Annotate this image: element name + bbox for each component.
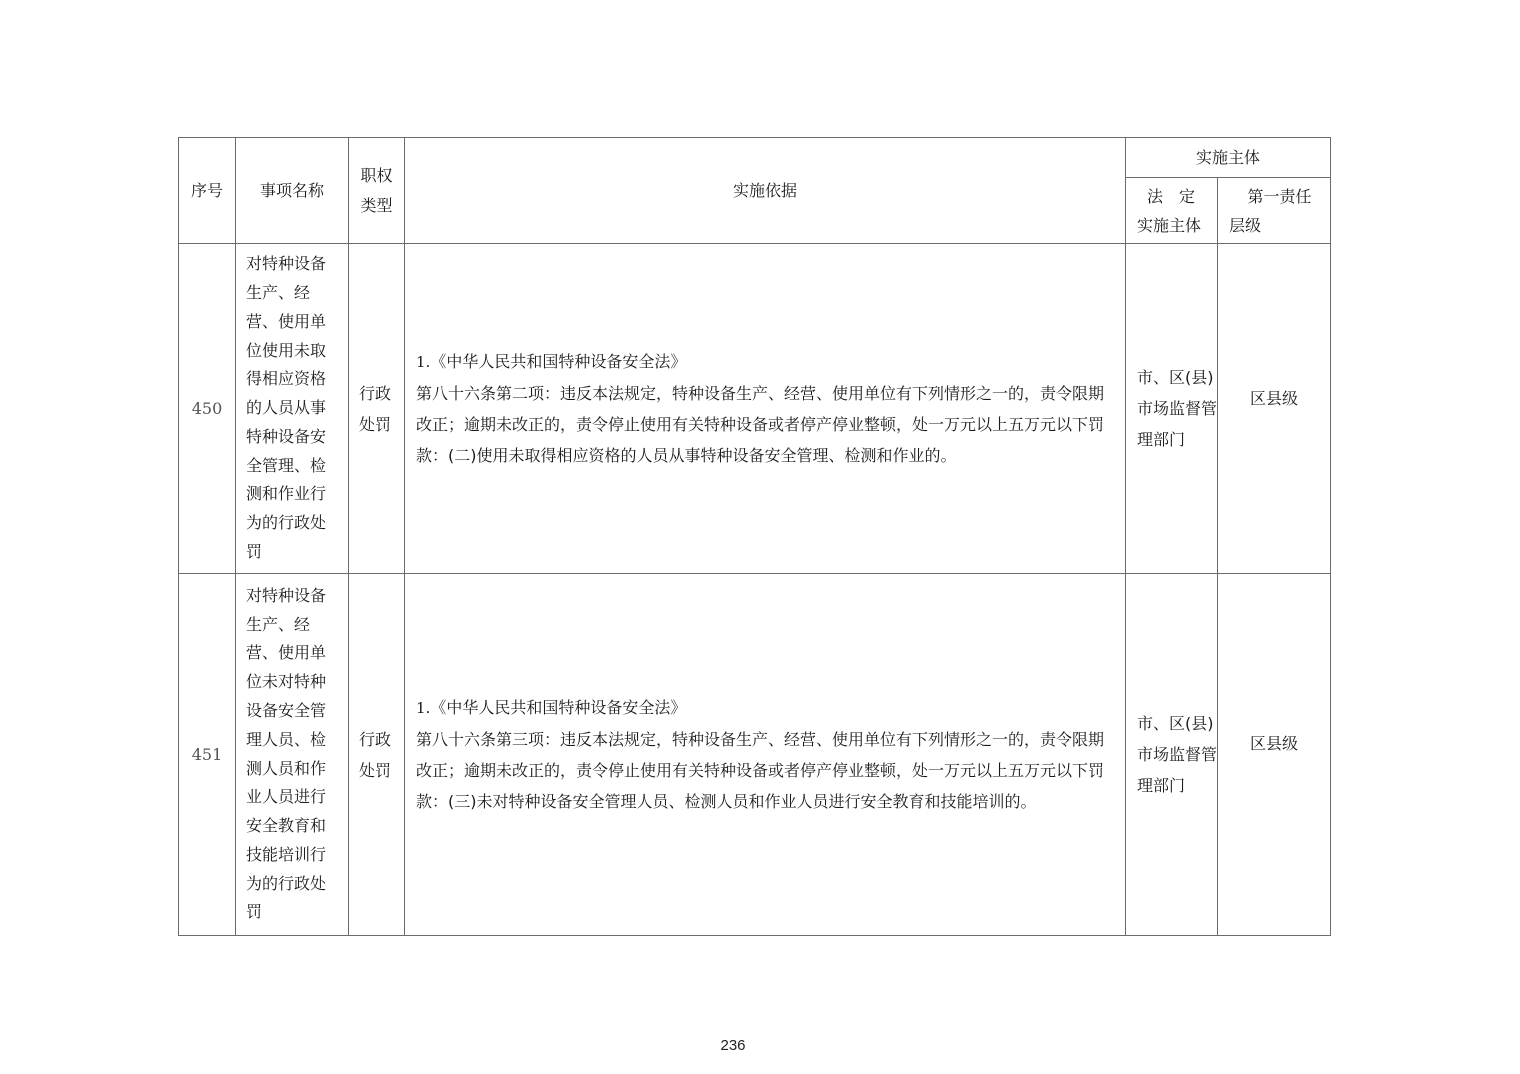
header-responsibility-level-line1: 第一责任 [1247, 186, 1312, 206]
row-item-name: 对特种设备生产、经营、使用单位使用未取得相应资格的人员从事特种设备安全管理、检测和作业行为的行政处罚 [236, 244, 349, 574]
law-number: 1. [416, 699, 431, 717]
law-title [416, 346, 1117, 378]
header-item-name: 事项名称 [236, 138, 349, 244]
header-responsibility-level [1218, 178, 1331, 244]
page-number: 236 [720, 1037, 746, 1054]
administrative-power-table [178, 137, 1331, 936]
header-power-type-line2: 类型 [360, 195, 393, 215]
header-power-type-line1: 职权 [360, 165, 393, 185]
header-legal-implementer [1126, 178, 1218, 244]
header-seq: 序号 [179, 138, 236, 244]
row-power-type: 行政处罚 [349, 574, 405, 936]
law-title [416, 692, 1117, 724]
header-basis: 实施依据 [405, 138, 1126, 244]
row-responsibility-level-text: 区县级 [1250, 389, 1299, 408]
row-responsibility-level [1218, 244, 1331, 574]
row-seq: 450 [179, 244, 236, 574]
row-basis [405, 574, 1126, 936]
law-title-text: 《中华人民共和国特种设备安全法》 [430, 698, 687, 717]
row-item-name: 对特种设备生产、经营、使用单位未对特种设备安全管理人员、检测人员和作业人员进行安全教育和技能培训行为的行政处罚 [236, 574, 349, 936]
table-row [179, 244, 1331, 574]
row-power-type: 行政处罚 [349, 244, 405, 574]
law-number: 1. [416, 353, 431, 371]
header-implementer-group: 实施主体 [1126, 138, 1331, 178]
row-basis [405, 244, 1126, 574]
basis-text: 第八十六条第三项：违反本法规定，特种设备生产、经营、使用单位有下列情形之一的，责令限期改正；逾期未改正的，责令停止使用有关特种设备或者停产停业整顿，处一万元以上五万元以下罚款：(三)未对特种设备安全管理人员、检测人员和作业人员进行安全教育和技能培训的。 [416, 730, 1105, 811]
row-legal-implementer: 市、区(县)市场监督管理部门 [1126, 244, 1218, 574]
header-legal-implementer-line2: 实施主体 [1137, 215, 1202, 235]
row-responsibility-level-text: 区县级 [1250, 734, 1299, 753]
row-responsibility-level [1218, 574, 1331, 936]
header-legal-implementer-line1: 法 定 [1147, 186, 1196, 206]
header-responsibility-level-line2: 层级 [1229, 215, 1262, 235]
table-row [179, 574, 1331, 936]
basis-text: 第八十六条第二项：违反本法规定，特种设备生产、经营、使用单位有下列情形之一的，责令限期改正；逾期未改正的，责令停止使用有关特种设备或者停产停业整顿，处一万元以上五万元以下罚款：(二)使用未取得相应资格的人员从事特种设备安全管理、检测和作业的。 [416, 384, 1105, 465]
row-seq: 451 [179, 574, 236, 936]
header-row-1 [179, 138, 1331, 178]
law-title-text: 《中华人民共和国特种设备安全法》 [430, 352, 687, 371]
row-legal-implementer: 市、区(县)市场监督管理部门 [1126, 574, 1218, 936]
header-power-type [349, 138, 405, 244]
